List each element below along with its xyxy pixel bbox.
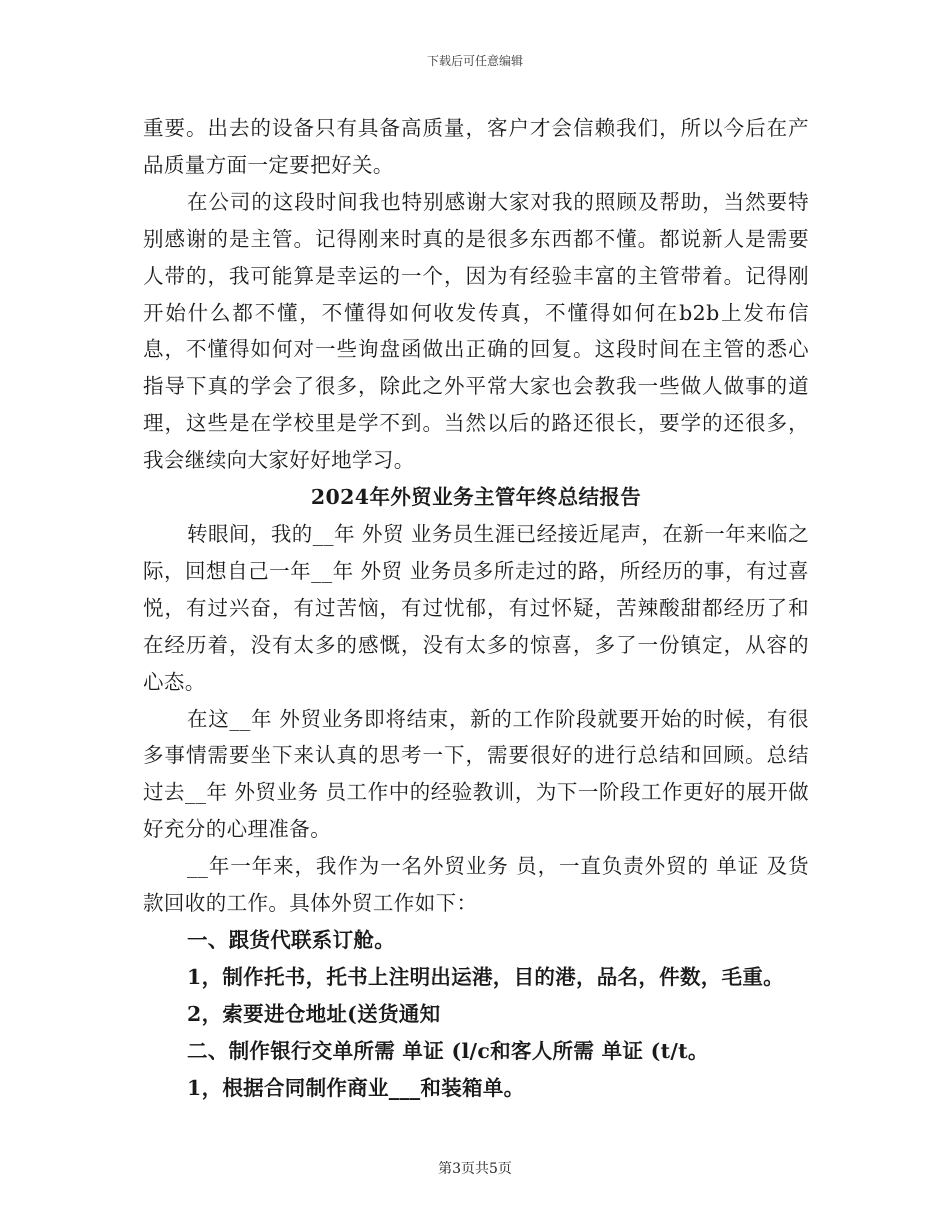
page-number-footer: 第3页共5页: [438, 1161, 512, 1177]
list-item-2: 1，制作托书，托书上注明出运港，目的港，品名，件数，毛重。: [187, 964, 784, 989]
document-body: [143, 110, 809, 1106]
page-header-note: 下载后可任意编辑: [426, 54, 523, 68]
list-item-5: 1，根据合同制作商业___和装箱单。: [187, 1075, 525, 1100]
list-item-4: 二、制作银行交单所需 单证 (l/c和客人所需 单证 (t/t。: [187, 1038, 709, 1063]
paragraph-4: 在这__年 外贸业务即将结束，新的工作阶段就要开始的时候，有很多事情需要坐下来认真的思考一下，需要很好的进行总结和回顾。总结过去__年 外贸业务 员工作中的经验教训，为下一阶段工作更好的展开做好充分的心理准备。: [143, 706, 809, 842]
paragraph-5: __年一年来，我作为一名外贸业务 员，一直负责外贸的 单证 及货款回收的工作。具体外贸工作如下：: [143, 854, 809, 916]
section-title: 2024年外贸业务主管年终总结报告: [310, 485, 642, 510]
list-item-1: 一、跟货代联系订舱。: [187, 927, 395, 952]
list-item-3: 2，索要进仓地址(送货通知: [187, 1001, 441, 1026]
paragraph-1: 重要。出去的设备只有具备高质量，客户才会信赖我们，所以今后在产品质量方面一定要把好关。: [143, 116, 809, 177]
paragraph-3: 转眼间，我的__年 外贸 业务员生涯已经接近尾声，在新一年来临之际，回想自己一年__年 外贸 业务员多所走过的路，所经历的事，有过喜悦，有过兴奋，有过苦恼，有过忧郁，有过怀疑，苦辣酸甜都经历了和在经历着，没有太多的感慨，没有太多的惊喜，多了一份镇定，从容的心态。: [143, 521, 809, 694]
paragraph-2: 在公司的这段时间我也特别感谢大家对我的照顾及帮助，当然要特别感谢的是主管。记得刚来时真的是很多东西都不懂。都说新人是需要人带的，我可能算是幸运的一个，因为有经验丰富的主管带着。记得刚开始什么都不懂，不懂得如何收发传真，不懂得如何在b2b上发布信息，不懂得如何对一些询盘函做出正确的回复。这段时间在主管的悉心指导下真的学会了很多，除此之外平常大家也会教我一些做人做事的道理，这些是在学校里是学不到。当然以后的路还很长，要学的还很多，我会继续向大家好好地学习。: [143, 189, 809, 473]
